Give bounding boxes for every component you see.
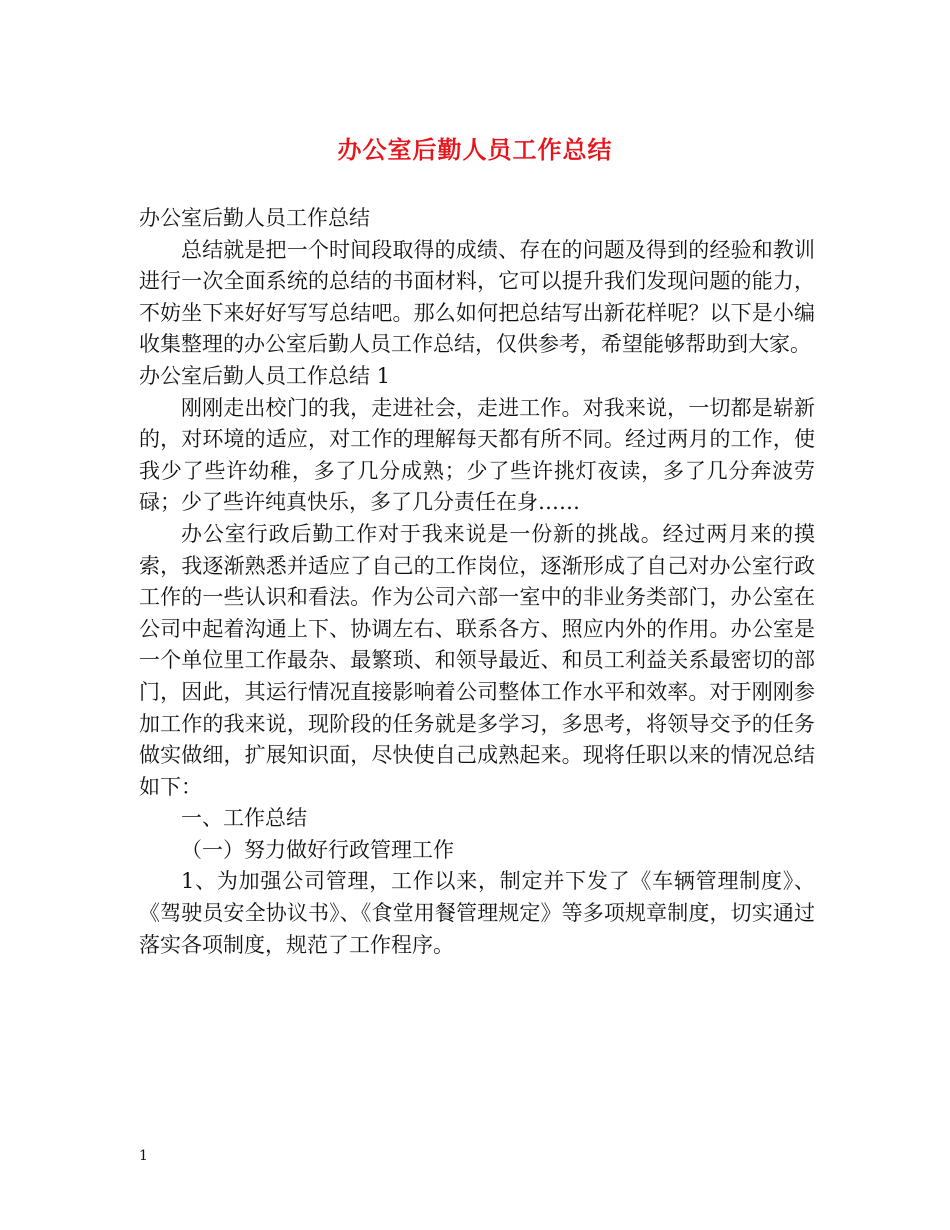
document-title: 办公室后勤人员工作总结 <box>337 135 613 164</box>
paragraph: 办公室后勤人员工作总结 <box>139 206 370 230</box>
paragraph: 总结就是把一个时间段取得的成绩、存在的问题及得到的经验和教训进行一次全面系统的总结的书面材料，它可以提升我们发现问题的能力，不妨坐下来好好写写总结吧。那么如何把总结写出新花样呢？以下是小编收集整理的办公室后勤人员工作总结，仅供参考，希望能够帮助到大家。 <box>139 237 815 357</box>
paragraph: 1、为加强公司管理，工作以来，制定并下发了《车辆管理制度》、《驾驶员安全协议书》、《食堂用餐管理规定》等多项规章制度，切实通过落实各项制度，规范了工作程序。 <box>139 869 815 957</box>
document-body <box>139 203 815 961</box>
paragraph: （一）努力做好行政管理工作 <box>181 837 454 862</box>
paragraph: 刚刚走出校门的我，走进社会，走进工作。对我来说，一切都是崭新的，对环境的适应，对工作的理解每天都有所不同。经过两月的工作，使我少了些许幼稚，多了几分成熟；少了些许挑灯夜读，多了几分奔波劳碌；少了些许纯真快乐，多了几分责任在身…… <box>139 395 815 515</box>
page-number: 1 <box>139 1148 148 1164</box>
paragraph: 办公室后勤人员工作总结 1 <box>139 363 391 388</box>
paragraph: 一、工作总结 <box>181 806 307 831</box>
paragraph: 办公室行政后勤工作对于我来说是一份新的挑战。经过两月来的摸索，我逐渐熟悉并适应了自己的工作岗位，逐渐形成了自己对办公室行政工作的一些认识和看法。作为公司六部一室中的非业务类部门，办公室在公司中起着沟通上下、协调左右、联系各方、照应内外的作用。办公室是一个单位里工作最杂、最繁琐、和领导最近、和员工利益关系最密切的部门，因此，其运行情况直接影响着公司整体工作水平和效率。对于刚刚参加工作的我来说，现阶段的任务就是多学习，多思考，将领导交予的任务做实做细，扩展知识面，尽快使自己成熟起来。现将任职以来的情况总结如下： <box>139 521 815 799</box>
